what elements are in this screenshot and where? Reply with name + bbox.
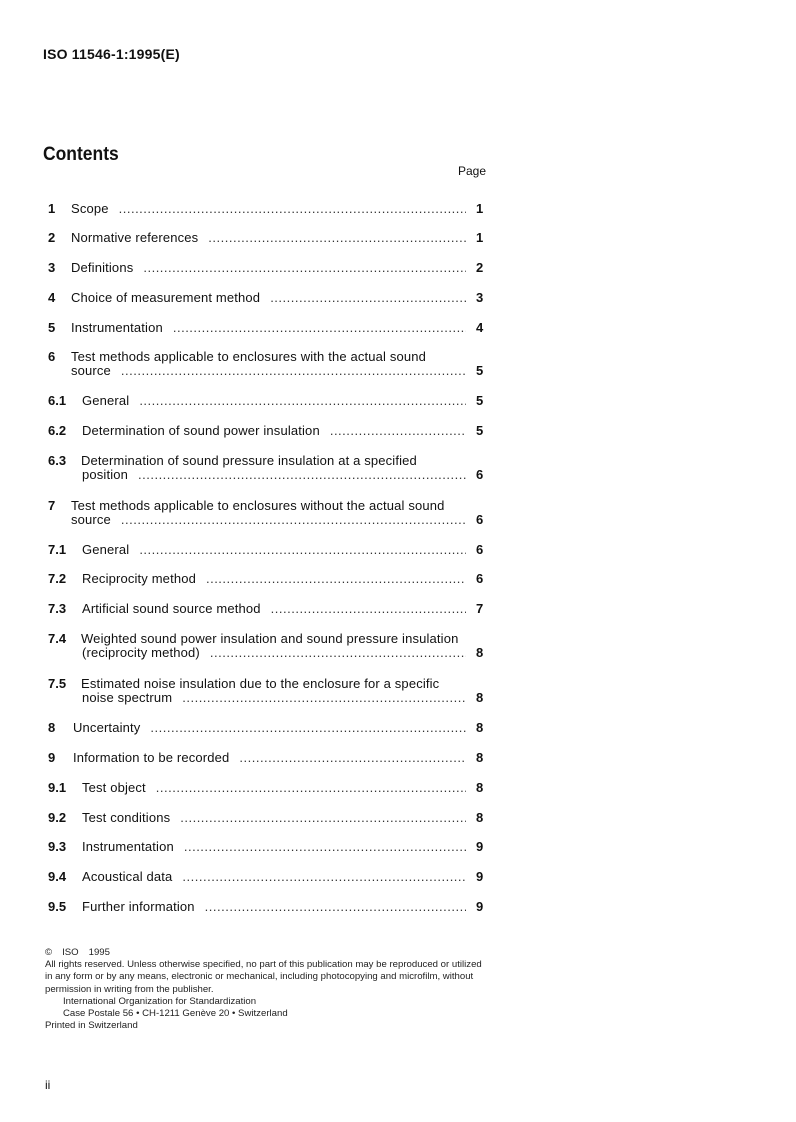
toc-entry-number: 9.3 [48,839,67,854]
toc-entry-page: 8 [476,780,484,795]
toc-entry-number: 3 [48,260,56,275]
organization-address: Case Postale 56 • CH-1211 Genève 20 • Switzerland [63,1008,288,1020]
toc-leader-dots [184,839,466,854]
toc-entry-number: 4 [48,290,56,305]
printed-in: Printed in Switzerland [45,1020,138,1032]
toc-entry-title: source [71,512,111,527]
toc-leader-dots [138,467,466,482]
toc-entry-number: 6.2 [48,423,67,438]
toc-entry-title: Artificial sound source method [82,601,261,616]
toc-entry-title: Normative references [71,230,199,245]
toc-entry-title: Uncertainty [73,720,141,735]
toc-leader-dots [330,423,466,438]
toc-entry-number: 2 [48,230,56,245]
copyright-org: ISO [62,947,79,958]
toc-entry-title: Information to be recorded [73,750,230,765]
toc-entry-number: 8 [48,720,56,735]
toc-entry-title: Instrumentation [71,320,163,335]
toc-entry-page: 9 [476,839,484,854]
toc-entry-title-line: Determination of sound pressure insulation at a specified [81,453,417,468]
toc-entry-page: 3 [476,290,484,305]
toc-entry-title: Determination of sound power insulation [82,423,320,438]
toc-entry-title: position [82,467,129,482]
toc-leader-dots [270,290,466,305]
toc-entry-page: 1 [476,201,484,216]
toc-entry-page: 7 [476,601,484,616]
copyright-line [45,947,490,959]
toc-leader-dots [182,869,466,884]
toc-entry-page: 2 [476,260,484,275]
toc-leader-dots [121,512,466,527]
toc-entry-page: 6 [476,571,484,586]
toc-entry-title: General [82,542,130,557]
toc-leader-dots [173,320,466,335]
toc-entry-number: 9.4 [48,869,67,884]
toc-leader-dots [271,601,466,616]
toc-leader-dots [205,899,466,914]
toc-entry-number: 9.1 [48,780,67,795]
toc-entry-page: 9 [476,899,484,914]
toc-entry-title: General [82,393,130,408]
toc-leader-dots [180,810,466,825]
contents-title: Contents [43,144,119,165]
toc-leader-dots [119,201,466,216]
toc-entry-page: 8 [476,690,484,705]
toc-entry-number: 1 [48,201,56,216]
toc-entry-page: 5 [476,423,484,438]
toc-entry-page: 8 [476,720,484,735]
toc-leader-dots [206,571,466,586]
toc-entry-page: 9 [476,869,484,884]
toc-leader-dots [210,645,466,660]
toc-entry-title-line: Weighted sound power insulation and sound pressure insulation [81,631,459,646]
toc-leader-dots [150,720,466,735]
toc-entry-title: Reciprocity method [82,571,196,586]
toc-leader-dots [143,260,466,275]
toc-entry-number: 6.3 [48,453,67,468]
toc-entry-title: Further information [82,899,195,914]
toc-entry-title: Definitions [71,260,134,275]
toc-entry-page: 8 [476,645,484,660]
toc-entry-title: (reciprocity method) [82,645,200,660]
page-folio: ii [45,1078,51,1092]
toc-leader-dots [156,780,466,795]
toc-entry-number: 7.5 [48,676,67,691]
rights-statement: All rights reserved. Unless otherwise specified, no part of this publication may be reproduced or utilized in any form or by any means, electronic or mechanical, including photocopying and microfilm, without permission in writing from the publisher. [45,959,482,995]
toc-entry-number: 6 [48,349,56,364]
toc-leader-dots [208,230,466,245]
toc-entry-page: 8 [476,750,484,765]
toc-entry-number: 9 [48,750,56,765]
toc-entry-number: 7.2 [48,571,67,586]
toc-entry-title: Test object [82,780,146,795]
copyright-symbol: © [45,947,53,958]
toc-entry-title: Test conditions [82,810,171,825]
toc-entry-page: 6 [476,512,484,527]
toc-entry-page: 4 [476,320,484,335]
toc-leader-dots [139,542,466,557]
organization-name: International Organization for Standardization [63,995,257,1007]
toc-entry-number: 6.1 [48,393,67,408]
toc-entry-number: 7.3 [48,601,67,616]
toc-leader-dots [121,363,466,378]
copyright-year: 1995 [88,947,110,958]
page-column-header: Page [458,164,487,178]
toc-entry-title: noise spectrum [82,690,173,705]
toc-entry-title-line: Test methods applicable to enclosures without the actual sound [71,498,445,513]
toc-entry-page: 6 [476,542,484,557]
toc-entry-number: 7 [48,498,56,513]
toc-entry-page: 5 [476,363,484,378]
toc-entry-number: 9.5 [48,899,67,914]
toc-leader-dots [239,750,466,765]
toc-entry-number: 5 [48,320,56,335]
toc-entry-title: Scope [71,201,109,216]
toc-entry-page: 6 [476,467,484,482]
toc-leader-dots [139,393,466,408]
toc-entry-number: 7.4 [48,631,67,646]
document-id: ISO 11546-1:1995(E) [43,46,180,62]
toc-entry-title: source [71,363,111,378]
toc-leader-dots [182,690,466,705]
copyright-footer [45,947,490,1032]
toc-entry-title-line: Estimated noise insulation due to the enclosure for a specific [81,676,440,691]
toc-entry-number: 7.1 [48,542,67,557]
toc-entry-title: Instrumentation [82,839,174,854]
toc-entry-page: 1 [476,230,484,245]
toc-entry-title: Choice of measurement method [71,290,261,305]
toc-entry-page: 8 [476,810,484,825]
toc-entry-page: 5 [476,393,484,408]
toc-entry-title: Acoustical data [82,869,173,884]
toc-entry-number: 9.2 [48,810,67,825]
toc-entry-title-line: Test methods applicable to enclosures with the actual sound [71,349,427,364]
